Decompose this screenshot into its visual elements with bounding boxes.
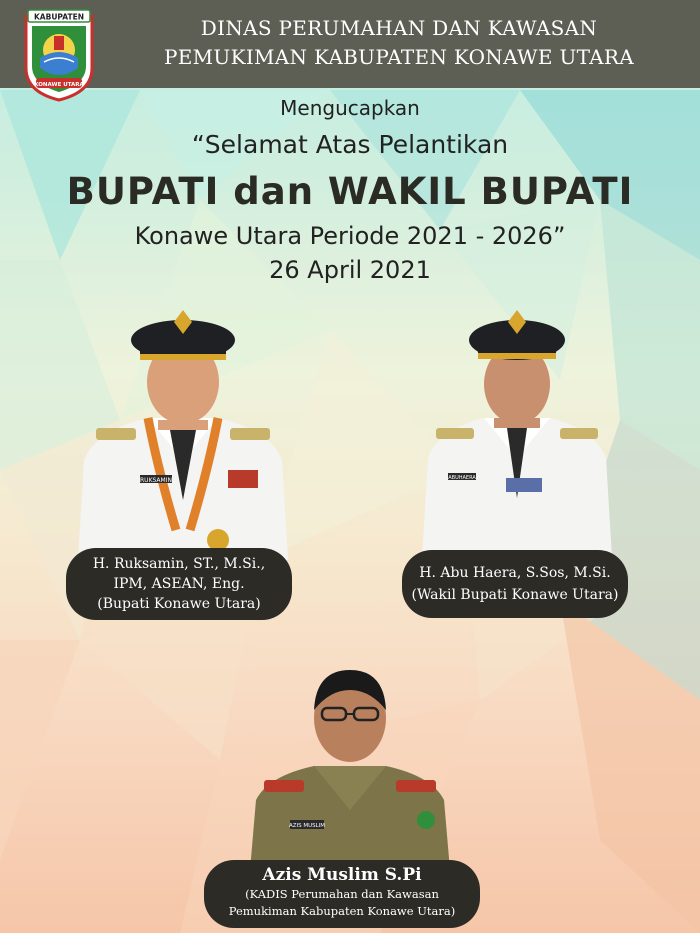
wakil-bupati-portrait (422, 298, 612, 558)
kadis-role-line-1: (KADIS Perumahan dan Kawasan (245, 887, 439, 901)
svg-text:RUKSAMIN: RUKSAMIN (140, 477, 172, 484)
kadis-portrait (250, 660, 450, 870)
kadis-name: Azis Muslim S.Pi (262, 865, 422, 885)
bupati-name-line-1: H. Ruksamin, ST., M.Si., (92, 556, 266, 572)
greeting-line-4: Konawe Utara Periode 2021 - 2026” (134, 222, 566, 250)
bupati-portrait (78, 300, 288, 560)
wakil-bupati-name: H. Abu Haera, S.Sos, M.Si. (419, 565, 611, 581)
bupati-name-line-2: IPM, ASEAN, Eng. (113, 576, 245, 592)
kabupaten-logo-icon (22, 6, 96, 102)
organization-name (104, 14, 694, 72)
greeting-headline: BUPATI dan WAKIL BUPATI (66, 170, 634, 213)
greeting-line-2: “Selamat Atas Pelantikan (191, 130, 509, 159)
greeting-date: 26 April 2021 (269, 256, 431, 284)
bupati-role: (Bupati Konawe Utara) (97, 596, 261, 612)
bupati-name-plate (66, 548, 292, 620)
wakil-bupati-role: (Wakil Bupati Konawe Utara) (411, 587, 619, 603)
svg-text:KABUPATEN: KABUPATEN (34, 12, 84, 22)
kadis-role-line-2: Pemukiman Kabupaten Konawe Utara) (228, 904, 456, 918)
greeting-line-1: Mengucapkan (280, 96, 420, 120)
svg-text:ABUHAERA: ABUHAERA (448, 475, 476, 481)
wakil-bupati-name-plate (402, 550, 628, 618)
kadis-name-plate (204, 860, 480, 928)
org-line-2: PEMUKIMAN KABUPATEN KONAWE UTARA (164, 45, 634, 69)
svg-text:KONAWE UTARA: KONAWE UTARA (34, 82, 84, 88)
svg-text:AZIS MUSLIM: AZIS MUSLIM (288, 823, 326, 829)
org-line-1: DINAS PERUMAHAN DAN KAWASAN (200, 16, 598, 40)
